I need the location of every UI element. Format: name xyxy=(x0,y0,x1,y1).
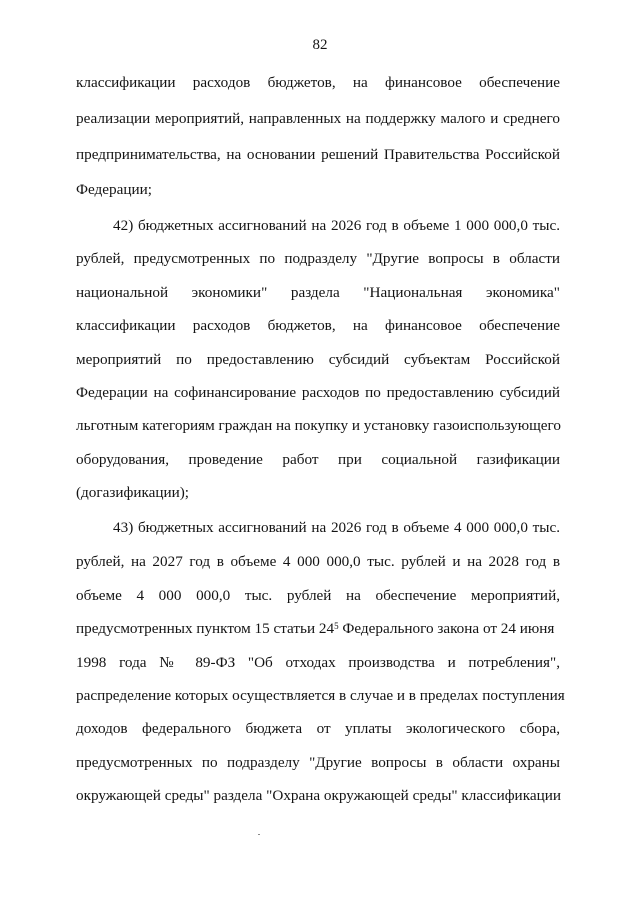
text-line: (догазификации); xyxy=(76,484,189,501)
text-line: рублей, на 2027 год в объеме 4 000 000,0 тыс. рублей и на 2028 год в xyxy=(76,553,560,570)
scan-artifact xyxy=(258,834,260,835)
text-line: предпринимательства, на основании решений Правительства Российской xyxy=(76,146,560,163)
text-line: окружающей среды" раздела "Охрана окружающей среды" классификации xyxy=(76,787,561,804)
text-line: распределение которых осуществляется в случае и в пределах поступления xyxy=(76,687,565,704)
text-line: Федерации на софинансирование расходов по предоставлению субсидий xyxy=(76,384,560,401)
text-line: мероприятий по предоставлению субсидий субъектам Российской xyxy=(76,351,560,368)
text-line: рублей, предусмотренных по подразделу "Другие вопросы в области xyxy=(76,250,560,267)
text-line: объеме 4 000 000,0 тыс. рублей на обеспечение мероприятий, xyxy=(76,587,560,604)
text-line: льготным категориям граждан на покупку и установку газоиспользующего xyxy=(76,417,561,434)
text-line: классификации расходов бюджетов, на финансовое обеспечение xyxy=(76,74,560,91)
text-fragment: Федерального закона от 24 июня xyxy=(338,620,555,637)
text-line: Федерации; xyxy=(76,181,152,198)
text-line: оборудования, проведение работ при социальной газификации xyxy=(76,451,560,468)
text-line xyxy=(76,620,560,638)
text-line: 1998 года № 89-ФЗ "Об отходах производства и потребления", xyxy=(76,654,560,671)
text-line: предусмотренных по подразделу "Другие вопросы в области охраны xyxy=(76,754,560,771)
text-line: доходов федерального бюджета от уплаты экологического сбора, xyxy=(76,720,560,737)
text-fragment: предусмотренных пунктом 15 статьи 24 xyxy=(76,620,335,637)
superscript: 5 xyxy=(334,621,339,631)
text-line: реализации мероприятий, направленных на поддержку малого и среднего xyxy=(76,110,560,127)
text-line: классификации расходов бюджетов, на финансовое обеспечение xyxy=(76,317,560,334)
text-line: 43) бюджетных ассигнований на 2026 год в объеме 4 000 000,0 тыс. xyxy=(113,519,560,536)
text-line: 42) бюджетных ассигнований на 2026 год в объеме 1 000 000,0 тыс. xyxy=(113,217,560,234)
page-number: 82 xyxy=(312,37,328,53)
text-line: национальной экономики" раздела "Национальная экономика" xyxy=(76,284,560,301)
